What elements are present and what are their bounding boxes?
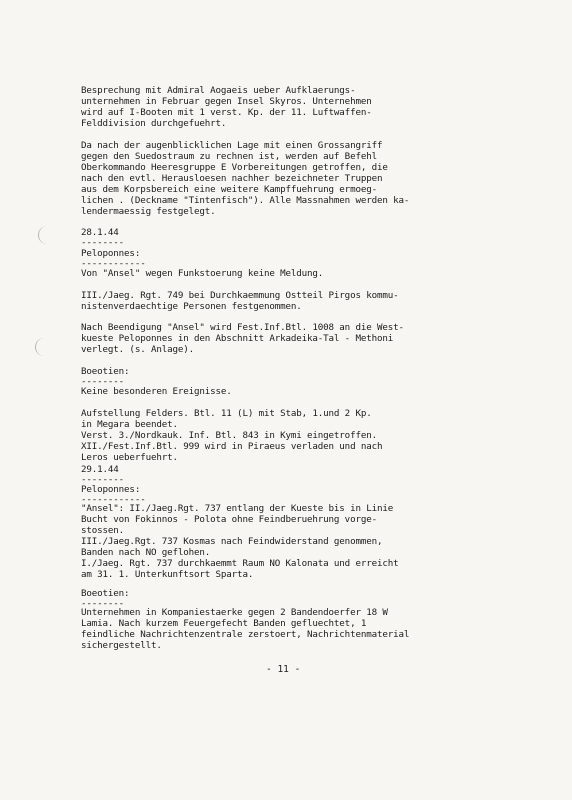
date-heading: 28.1.44 bbox=[81, 227, 119, 238]
text-line: nach den evtl. Herausloesen nachher bezeichneter Truppen bbox=[81, 173, 383, 184]
text-line: Nach Beendigung "Ansel" wird Fest.Inf.Btl. 1008 an die West- bbox=[81, 322, 404, 333]
text-line: am 31. 1. Unterkunftsort Sparta. bbox=[81, 569, 254, 580]
section-underline: -------- bbox=[81, 376, 125, 387]
section-heading: Peloponnes: bbox=[81, 248, 141, 259]
section-heading: Boeotien: bbox=[81, 366, 130, 377]
text-line: Verst. 3./Nordkauk. Inf. Btl. 843 in Kymi eingetroffen. bbox=[81, 430, 377, 441]
text-line: Leros ueberfuehrt. bbox=[81, 452, 178, 463]
text-line: Keine besonderen Ereignisse. bbox=[81, 386, 232, 397]
text-line: in Megara beendet. bbox=[81, 419, 178, 430]
text-line: unternehmen in Februar gegen Insel Skyros. Unternehmen bbox=[81, 96, 372, 107]
text-line: Aufstellung Felders. Btl. 11 (L) mit Stab, 1.und 2 Kp. bbox=[81, 408, 372, 419]
text-line: Besprechung mit Admiral Aogaeis ueber Aufklaerungs- bbox=[81, 85, 356, 96]
text-line: III./Jaeg. Rgt. 749 bei Durchkaemmung Ostteil Pirgos kommu- bbox=[81, 290, 399, 301]
text-line: feindliche Nachrichtenzentrale zerstoert, Nachrichtenmaterial bbox=[81, 629, 410, 640]
text-line: Lamia. Nach kurzem Feuergefecht Banden gefluechtet, 1 bbox=[81, 618, 367, 629]
page-number: - 11 - bbox=[266, 664, 301, 675]
text-line: Felddivision durchgefuehrt. bbox=[81, 118, 227, 129]
text-line: Banden nach NO geflohen. bbox=[81, 547, 211, 558]
text-line: verlegt. (s. Anlage). bbox=[81, 344, 195, 355]
text-line: Da nach der augenblicklichen Lage mit einen Grossangriff bbox=[81, 140, 383, 151]
punch-hole-mark bbox=[35, 338, 46, 356]
date-underline: -------- bbox=[81, 474, 125, 485]
text-line: Oberkommando Heeresgruppe E Vorbereitungen getroffen, die bbox=[81, 162, 388, 173]
text-line: nistenverdaechtige Personen festgenommen. bbox=[81, 301, 302, 312]
text-line: gegen den Suedostraum zu rechnen ist, werden auf Befehl bbox=[81, 151, 377, 162]
section-underline: ------------ bbox=[81, 494, 146, 505]
section-underline: -------- bbox=[81, 598, 125, 609]
section-heading: Peloponnes: bbox=[81, 484, 141, 495]
text-line: Unternehmen in Kompaniestaerke gegen 2 Bandendoerfer 18 W bbox=[81, 607, 388, 618]
text-line: Von "Ansel" wegen Funkstoerung keine Meldung. bbox=[81, 268, 324, 279]
section-underline: ------------ bbox=[81, 258, 146, 269]
punch-hole-mark bbox=[38, 226, 49, 244]
text-line: stossen. bbox=[81, 525, 125, 536]
text-line: sichergestellt. bbox=[81, 640, 162, 651]
text-line: I./Jaeg. Rgt. 737 durchkaemmt Raum NO Kalonata und erreicht bbox=[81, 558, 399, 569]
text-line: III./Jaeg.Rgt. 737 Kosmas nach Feindwiderstand genommen, bbox=[81, 536, 383, 547]
text-line: lichen . (Deckname "Tintenfisch"). Alle Massnahmen werden ka- bbox=[81, 195, 410, 206]
date-underline: -------- bbox=[81, 237, 125, 248]
text-line: XII./Fest.Inf.Btl. 999 wird in Piraeus verladen und nach bbox=[81, 441, 383, 452]
text-line: Bucht von Fokinnos - Polota ohne Feindberuehrung vorge- bbox=[81, 514, 377, 525]
date-heading: 29.1.44 bbox=[81, 464, 119, 475]
text-line: "Ansel": II./Jaeg.Rgt. 737 entlang der Kueste bis in Linie bbox=[81, 503, 394, 514]
text-line: lendermaessig festgelegt. bbox=[81, 206, 216, 217]
text-line: aus dem Korpsbereich eine weitere Kampffuehrung ermoeg- bbox=[81, 184, 377, 195]
text-line: kueste Peloponnes in den Abschnitt Arkadeika-Tal - Methoni bbox=[81, 333, 394, 344]
section-heading: Boeotien: bbox=[81, 588, 130, 599]
text-line: wird auf I-Booten mit 1 verst. Kp. der 11. Luftwaffen- bbox=[81, 107, 372, 118]
